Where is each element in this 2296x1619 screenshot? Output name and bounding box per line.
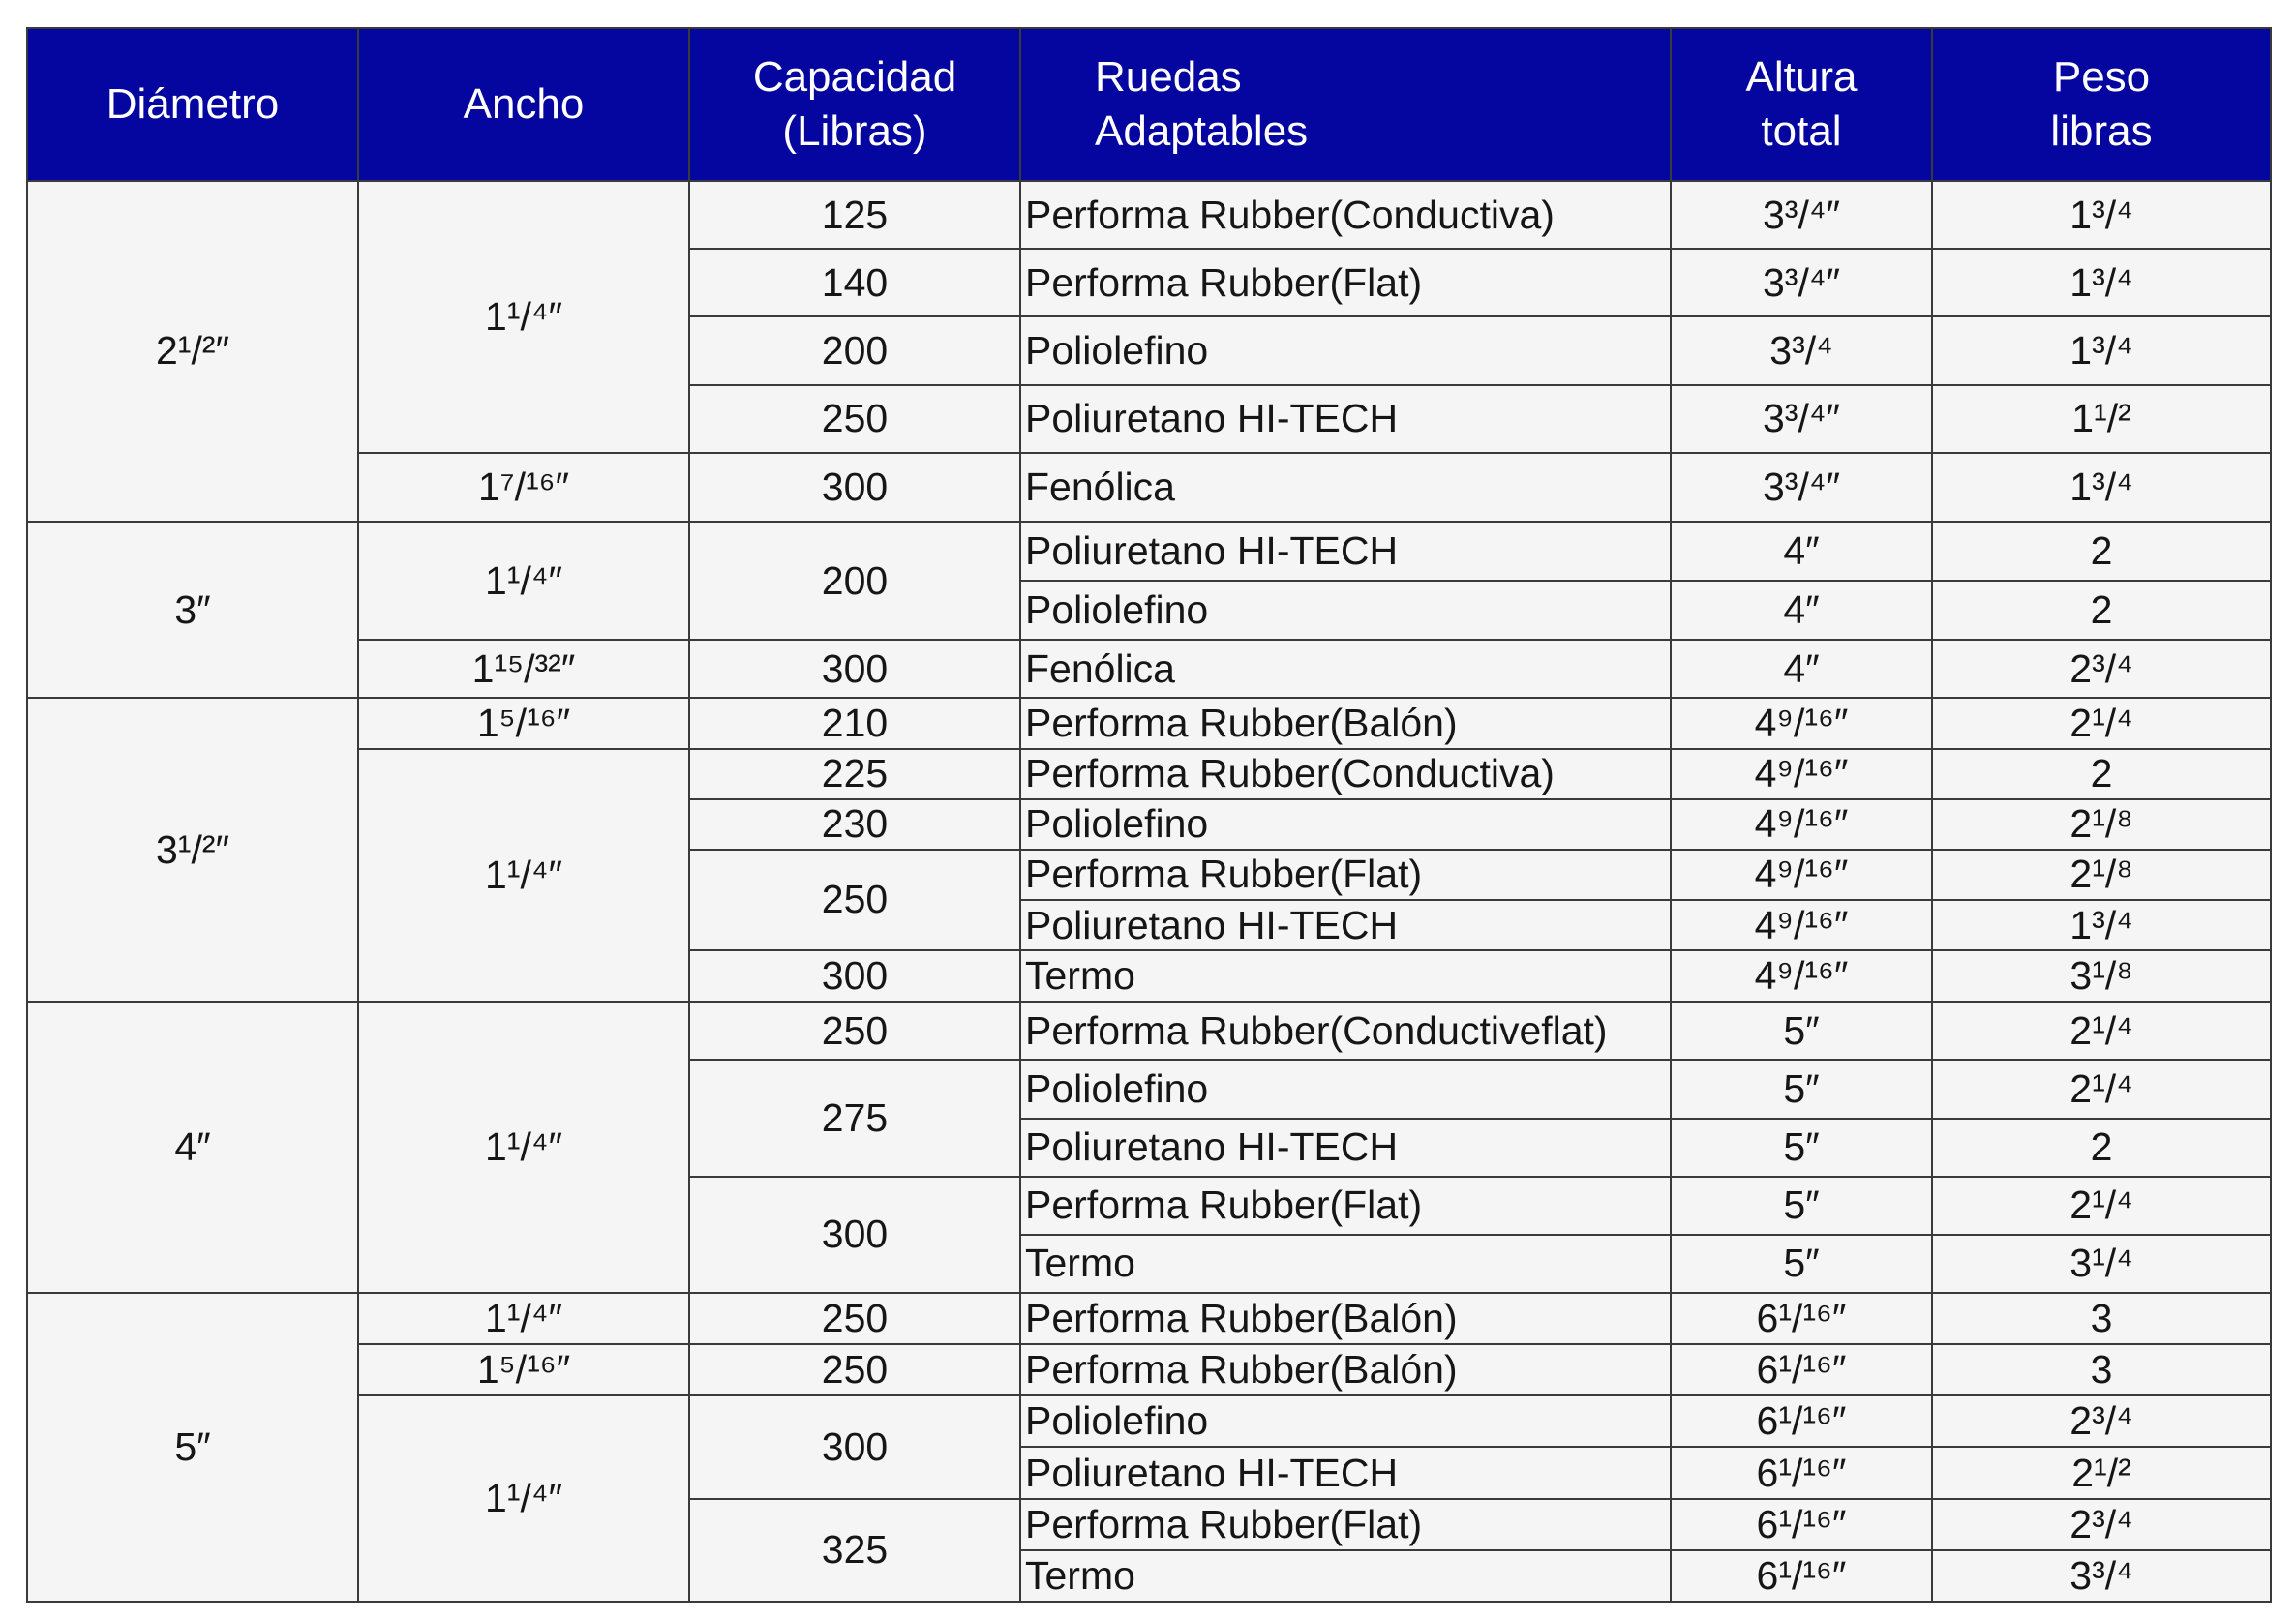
rueda-cell: Poliolefino (1020, 1060, 1671, 1118)
capacidad-cell: 250 (689, 1344, 1020, 1395)
peso-cell: 1³/⁴ (1932, 249, 2271, 316)
rueda-cell: Performa Rubber(Balón) (1020, 1344, 1671, 1395)
peso-cell: 1³/⁴ (1932, 181, 2271, 249)
table-row (27, 698, 2271, 748)
table-row (27, 522, 2271, 581)
peso-cell: 2¹/² (1932, 1447, 2271, 1498)
diametro-cell: 3¹/²″ (27, 698, 358, 1002)
capacidad-cell: 200 (689, 522, 1020, 640)
capacidad-cell: 300 (689, 1395, 1020, 1498)
altura-cell: 5″ (1671, 1235, 1932, 1293)
capacidad-cell: 140 (689, 249, 1020, 316)
diametro-cell: 4″ (27, 1002, 358, 1293)
rueda-cell: Performa Rubber(Conductiveflat) (1020, 1002, 1671, 1060)
peso-cell: 2¹/⁴ (1932, 1002, 2271, 1060)
ancho-cell: 1⁵/¹⁶″ (358, 698, 689, 748)
altura-cell: 5″ (1671, 1119, 1932, 1177)
diametro-cell: 3″ (27, 522, 358, 698)
table-row (27, 640, 2271, 698)
rueda-cell: Performa Rubber(Flat) (1020, 249, 1671, 316)
peso-cell: 2³/⁴ (1932, 1499, 2271, 1550)
header-capacidad: Capacidad (Libras) (689, 28, 1020, 181)
capacidad-cell: 300 (689, 453, 1020, 522)
capacidad-cell: 300 (689, 640, 1020, 698)
peso-cell: 3 (1932, 1293, 2271, 1344)
rueda-cell: Poliolefino (1020, 581, 1671, 640)
altura-cell: 6¹/¹⁶″ (1671, 1499, 1932, 1550)
rueda-cell: Performa Rubber(Flat) (1020, 1499, 1671, 1550)
altura-cell: 6¹/¹⁶″ (1671, 1447, 1932, 1498)
altura-cell: 4⁹/¹⁶″ (1671, 850, 1932, 900)
rueda-cell: Performa Rubber(Conductiva) (1020, 749, 1671, 799)
altura-cell: 5″ (1671, 1002, 1932, 1060)
diametro-cell: 5″ (27, 1293, 358, 1602)
rueda-cell: Poliuretano HI-TECH (1020, 522, 1671, 581)
diametro-cell: 2¹/²″ (27, 181, 358, 522)
table-row (27, 181, 2271, 249)
ancho-cell: 1¹/⁴″ (358, 522, 689, 640)
peso-cell: 2 (1932, 749, 2271, 799)
altura-cell: 3³/⁴″ (1671, 453, 1932, 522)
header-row (27, 28, 2271, 181)
altura-cell: 3³/⁴″ (1671, 385, 1932, 453)
ancho-cell: 1¹/⁴″ (358, 181, 689, 453)
peso-cell: 1³/⁴ (1932, 900, 2271, 950)
peso-cell: 2¹/⁴ (1932, 1060, 2271, 1118)
altura-cell: 3³/⁴ (1671, 316, 1932, 384)
peso-cell: 3¹/⁸ (1932, 950, 2271, 1002)
capacidad-cell: 300 (689, 950, 1020, 1002)
altura-cell: 6¹/¹⁶″ (1671, 1293, 1932, 1344)
altura-cell: 4″ (1671, 522, 1932, 581)
ancho-cell: 1¹/⁴″ (358, 1395, 689, 1602)
rueda-cell: Poliolefino (1020, 799, 1671, 850)
ancho-cell: 1¹/⁴″ (358, 1002, 689, 1293)
capacidad-cell: 210 (689, 698, 1020, 748)
header-altura: Altura total (1671, 28, 1932, 181)
altura-cell: 4″ (1671, 640, 1932, 698)
rueda-cell: Poliolefino (1020, 316, 1671, 384)
rueda-cell: Termo (1020, 950, 1671, 1002)
caster-spec-table (26, 27, 2272, 1603)
table-row (27, 1344, 2271, 1395)
ancho-cell: 1⁵/¹⁶″ (358, 1344, 689, 1395)
rueda-cell: Fenólica (1020, 453, 1671, 522)
altura-cell: 4″ (1671, 581, 1932, 640)
altura-cell: 5″ (1671, 1177, 1932, 1235)
rueda-cell: Performa Rubber(Flat) (1020, 850, 1671, 900)
rueda-cell: Poliuretano HI-TECH (1020, 900, 1671, 950)
peso-cell: 3¹/⁴ (1932, 1235, 2271, 1293)
altura-cell: 4⁹/¹⁶″ (1671, 950, 1932, 1002)
capacidad-cell: 250 (689, 850, 1020, 950)
capacidad-cell: 250 (689, 1293, 1020, 1344)
peso-cell: 1¹/² (1932, 385, 2271, 453)
altura-cell: 3³/⁴″ (1671, 181, 1932, 249)
peso-cell: 2¹/⁸ (1932, 850, 2271, 900)
rueda-cell: Fenólica (1020, 640, 1671, 698)
peso-cell: 3 (1932, 1344, 2271, 1395)
capacidad-cell: 300 (689, 1177, 1020, 1293)
capacidad-cell: 225 (689, 749, 1020, 799)
table-row (27, 749, 2271, 799)
altura-cell: 6¹/¹⁶″ (1671, 1395, 1932, 1447)
capacidad-cell: 275 (689, 1060, 1020, 1176)
peso-cell: 2¹/⁸ (1932, 799, 2271, 850)
altura-cell: 4⁹/¹⁶″ (1671, 799, 1932, 850)
peso-cell: 2³/⁴ (1932, 640, 2271, 698)
capacidad-cell: 200 (689, 316, 1020, 384)
capacidad-cell: 325 (689, 1499, 1020, 1602)
peso-cell: 2¹/⁴ (1932, 698, 2271, 748)
peso-cell: 2 (1932, 1119, 2271, 1177)
altura-cell: 6¹/¹⁶″ (1671, 1550, 1932, 1602)
altura-cell: 3³/⁴″ (1671, 249, 1932, 316)
rueda-cell: Performa Rubber(Balón) (1020, 698, 1671, 748)
header-ruedas: Ruedas Adaptables (1020, 28, 1671, 181)
altura-cell: 6¹/¹⁶″ (1671, 1344, 1932, 1395)
rueda-cell: Termo (1020, 1235, 1671, 1293)
rueda-cell: Poliuretano HI-TECH (1020, 1119, 1671, 1177)
rueda-cell: Poliolefino (1020, 1395, 1671, 1447)
rueda-cell: Performa Rubber(Balón) (1020, 1293, 1671, 1344)
header-ancho: Ancho (358, 28, 689, 181)
peso-cell: 1³/⁴ (1932, 453, 2271, 522)
rueda-cell: Poliuretano HI-TECH (1020, 1447, 1671, 1498)
capacidad-cell: 250 (689, 1002, 1020, 1060)
table-row (27, 453, 2271, 522)
rueda-cell: Poliuretano HI-TECH (1020, 385, 1671, 453)
capacidad-cell: 230 (689, 799, 1020, 850)
table-body (27, 181, 2271, 1602)
rueda-cell: Performa Rubber(Conductiva) (1020, 181, 1671, 249)
peso-cell: 2 (1932, 522, 2271, 581)
altura-cell: 4⁹/¹⁶″ (1671, 749, 1932, 799)
peso-cell: 2¹/⁴ (1932, 1177, 2271, 1235)
peso-cell: 2³/⁴ (1932, 1395, 2271, 1447)
rueda-cell: Performa Rubber(Flat) (1020, 1177, 1671, 1235)
altura-cell: 4⁹/¹⁶″ (1671, 900, 1932, 950)
rueda-cell: Termo (1020, 1550, 1671, 1602)
capacidad-cell: 250 (689, 385, 1020, 453)
ancho-cell: 1⁷/¹⁶″ (358, 453, 689, 522)
table-row (27, 1002, 2271, 1060)
table-row (27, 1395, 2271, 1447)
header-peso: Peso libras (1932, 28, 2271, 181)
ancho-cell: 1¹⁵/³²″ (358, 640, 689, 698)
ancho-cell: 1¹/⁴″ (358, 749, 689, 1003)
peso-cell: 1³/⁴ (1932, 316, 2271, 384)
peso-cell: 2 (1932, 581, 2271, 640)
header-diametro: Diámetro (27, 28, 358, 181)
capacidad-cell: 125 (689, 181, 1020, 249)
peso-cell: 3³/⁴ (1932, 1550, 2271, 1602)
altura-cell: 5″ (1671, 1060, 1932, 1118)
altura-cell: 4⁹/¹⁶″ (1671, 698, 1932, 748)
ancho-cell: 1¹/⁴″ (358, 1293, 689, 1344)
table-row (27, 1293, 2271, 1344)
